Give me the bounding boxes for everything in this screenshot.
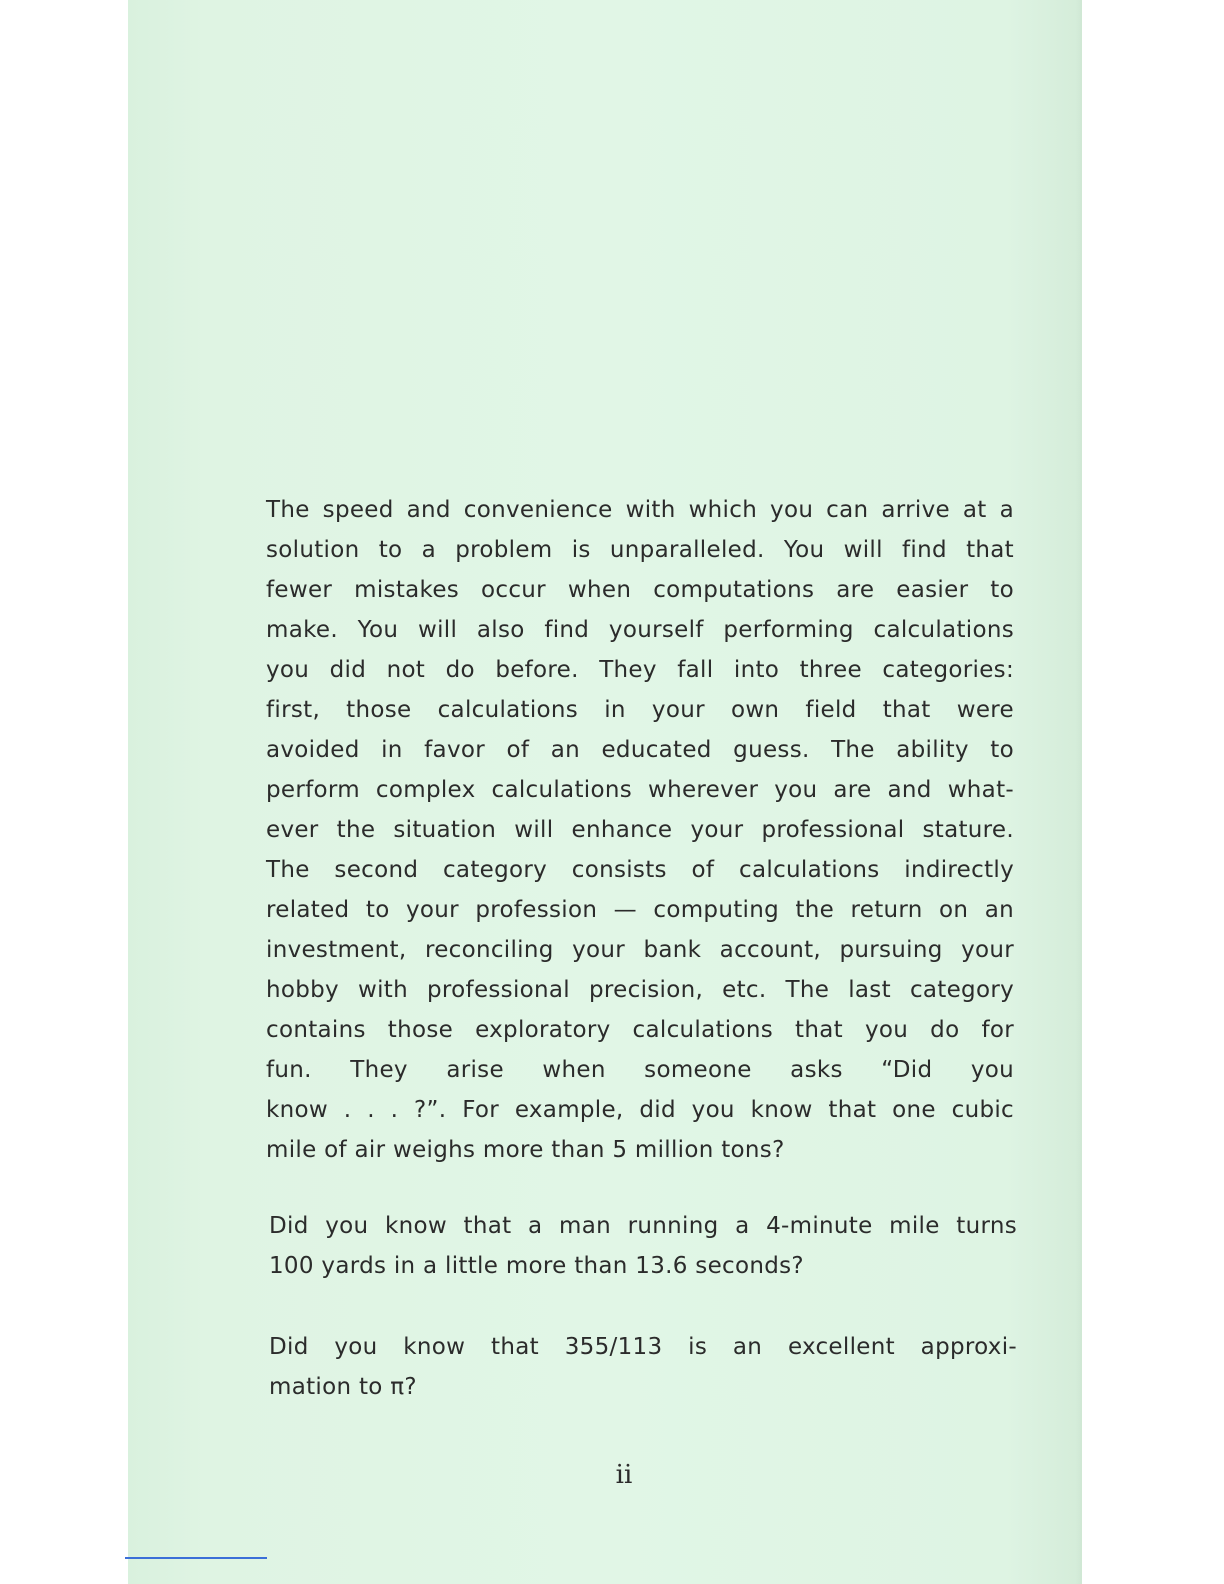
- paragraph-line: investment, reconciling your bank account, pursuing your: [266, 937, 1014, 963]
- paragraph-line: you did not do before. They fall into three categories:: [266, 657, 1014, 683]
- paragraph-line: contains those exploratory calculations that you do for: [266, 1017, 1014, 1043]
- paragraph-line: Did you know that 355/113 is an excellent approxi-: [269, 1334, 1017, 1360]
- paragraph-line: perform complex calculations wherever you are and what-: [266, 777, 1014, 803]
- paragraph-line: first, those calculations in your own field that were: [266, 697, 1014, 723]
- link-underline[interactable]: [125, 1557, 267, 1559]
- paragraph-line: The second category consists of calculations indirectly: [266, 857, 1014, 883]
- page: [128, 0, 1082, 1584]
- paragraph-line: The speed and convenience with which you can arrive at a: [266, 497, 1014, 523]
- paragraph-line: Did you know that a man running a 4-minute mile turns: [269, 1213, 1017, 1239]
- paragraph-line: 100 yards in a little more than 13.6 seconds?: [269, 1253, 804, 1279]
- paragraph-intro: [266, 490, 1014, 1170]
- paragraph-line: mile of air weighs more than 5 million tons?: [266, 1137, 785, 1163]
- paragraph-line: know . . . ?”. For example, did you know that one cubic: [266, 1097, 1014, 1123]
- paragraph-line: fewer mistakes occur when computations are easier to: [266, 577, 1014, 603]
- paragraph-line: fun. They arise when someone asks “Did you: [266, 1057, 1014, 1083]
- paragraph-line: make. You will also find yourself performing calculations: [266, 617, 1014, 643]
- paragraph-line: hobby with professional precision, etc. The last category: [266, 977, 1014, 1003]
- page-edge: [1076, 0, 1082, 1584]
- paragraph-mile-runner: [269, 1206, 1017, 1286]
- paragraph-pi-approximation: [269, 1327, 1017, 1407]
- paragraph-line: ever the situation will enhance your professional stature.: [266, 817, 1014, 843]
- paragraph-line: solution to a problem is unparalleled. You will find that: [266, 537, 1014, 563]
- paragraph-line: related to your profession — computing the return on an: [266, 897, 1014, 923]
- paragraph-line: mation to π?: [269, 1374, 417, 1400]
- paragraph-line: avoided in favor of an educated guess. The ability to: [266, 737, 1014, 763]
- page-number: ii: [615, 1460, 633, 1490]
